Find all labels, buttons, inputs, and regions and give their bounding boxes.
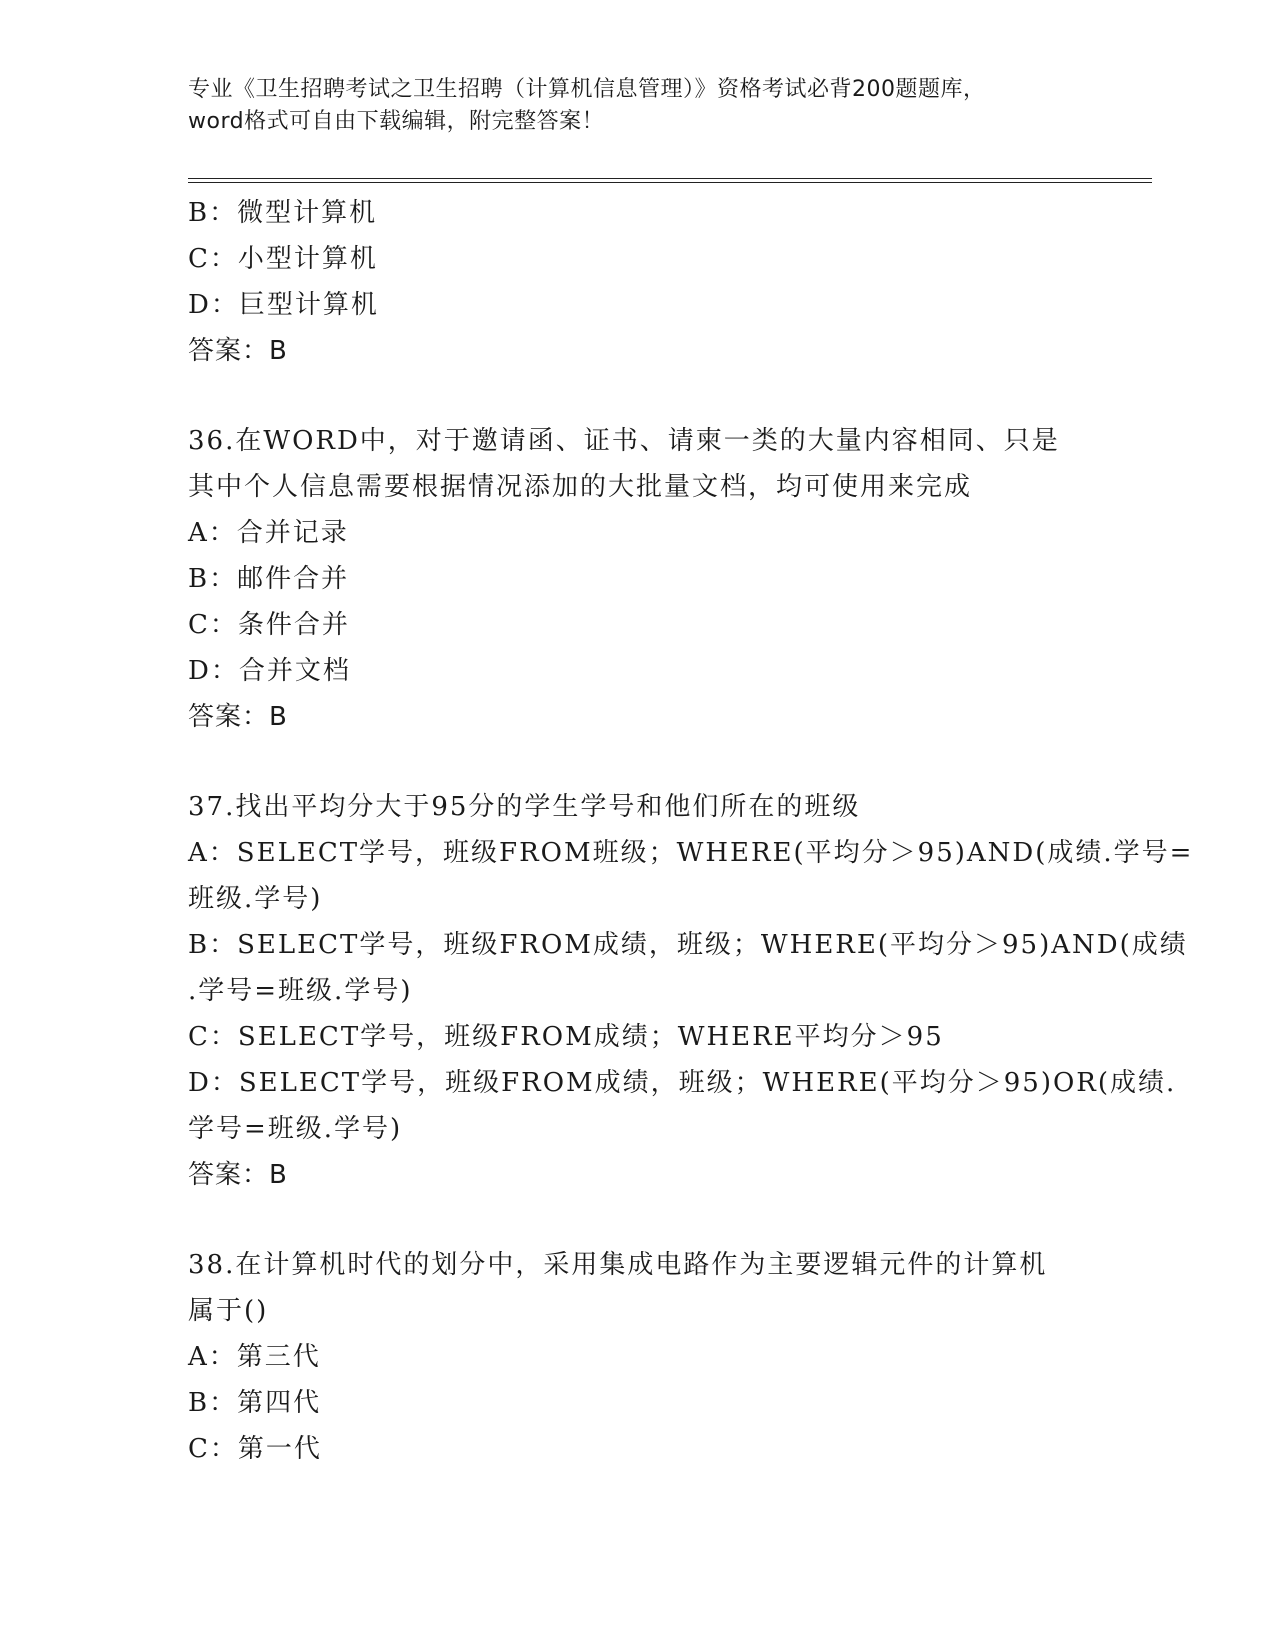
question-stem-cont: 其中个人信息需要根据情况添加的大批量文档，均可使用来完成: [188, 472, 973, 502]
option-a: A：合并记录: [188, 518, 349, 548]
option-a-cont: 班级.学号): [188, 884, 323, 914]
option-d-cont: 学号=班级.学号): [188, 1114, 403, 1144]
question-stem: 37.找出平均分大于95分的学生学号和他们所在的班级: [188, 792, 861, 822]
option-b: B：微型计算机: [188, 198, 378, 228]
question-stem: 36.在WORD中，对于邀请函、证书、请柬一类的大量内容相同、只是: [188, 426, 1060, 456]
header-rule-bottom: [188, 182, 1152, 183]
header-rule-top: [188, 178, 1152, 179]
header-line-2: word格式可自由下载编辑，附完整答案！: [188, 109, 605, 134]
option-b: B：邮件合并: [188, 564, 350, 594]
answer: 答案：B: [188, 702, 288, 732]
question-stem: 38.在计算机时代的划分中，采用集成电路作为主要逻辑元件的计算机: [188, 1250, 1048, 1280]
option-a: A：SELECT学号，班级FROM班级；WHERE(平均分＞95)AND(成绩.学号=: [188, 838, 1194, 868]
answer: 答案：B: [188, 1160, 288, 1190]
option-c: C：小型计算机: [188, 244, 378, 274]
spacer: [188, 740, 1088, 784]
option-d: D：合并文档: [188, 656, 351, 686]
option-b-cont: .学号=班级.学号): [188, 976, 413, 1006]
option-b: B：第四代: [188, 1388, 322, 1418]
option-c: C：SELECT学号，班级FROM成绩；WHERE平均分＞95: [188, 1022, 944, 1052]
document-body: [188, 190, 1194, 1472]
option-c: C：第一代: [188, 1434, 322, 1464]
question-36: [188, 418, 1088, 740]
answer: 答案：B: [188, 336, 288, 366]
option-d: D：SELECT学号，班级FROM成绩，班级；WHERE(平均分＞95)OR(成绩.: [188, 1068, 1177, 1098]
question-35-tail: [188, 190, 1088, 374]
option-c: C：条件合并: [188, 610, 350, 640]
spacer: [188, 374, 1088, 418]
question-37: [188, 784, 1194, 1198]
spacer: [188, 1198, 1088, 1242]
document-header: [188, 74, 1088, 138]
option-d: D：巨型计算机: [188, 290, 379, 320]
question-38: [188, 1242, 1088, 1472]
question-stem-cont: 属于(): [188, 1296, 269, 1326]
option-b: B：SELECT学号，班级FROM成绩，班级；WHERE(平均分＞95)AND(成绩: [188, 930, 1188, 960]
option-a: A：第三代: [188, 1342, 321, 1372]
header-line-1: 专业《卫生招聘考试之卫生招聘（计算机信息管理）》资格考试必背200题题库，: [188, 77, 986, 102]
